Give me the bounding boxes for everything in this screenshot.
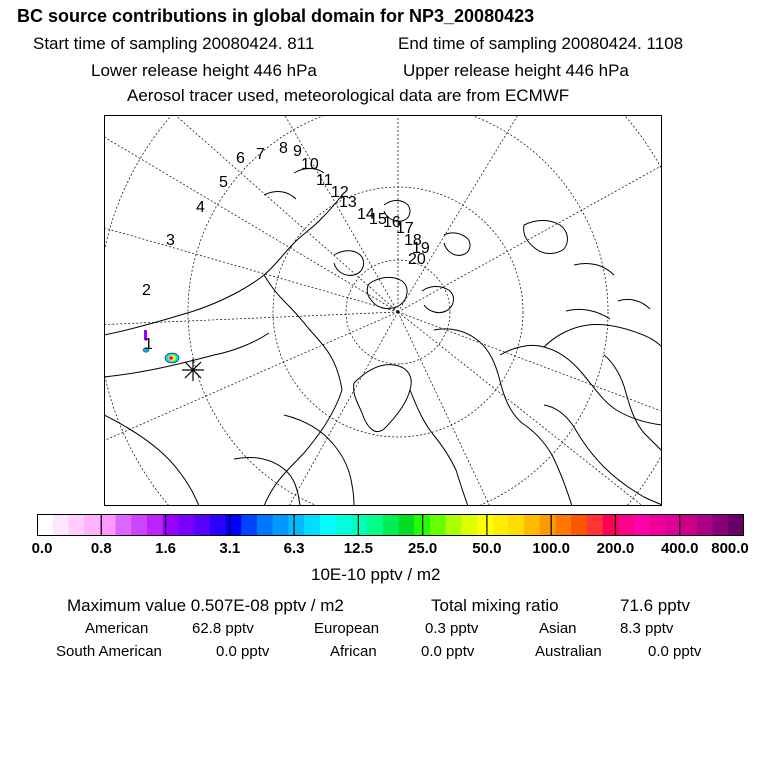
- region-value-european: 0.3 pptv: [425, 620, 479, 637]
- colorbar-cell: [178, 514, 194, 536]
- colorbar-cell: [257, 514, 273, 536]
- trajectory-label-4: 4: [196, 199, 205, 216]
- colorbar-cell: [571, 514, 587, 536]
- trajectory-label-6: 6: [236, 150, 245, 167]
- region-value-south-american: 0.0 pptv: [216, 643, 270, 660]
- colorbar-cell: [634, 514, 650, 536]
- color-scale-bar: [37, 514, 744, 536]
- trajectory-label-17: 17: [396, 220, 414, 237]
- trajectory-label-13: 13: [339, 194, 357, 211]
- colorbar-cell: [53, 514, 69, 536]
- colorbar-label: 400.0: [660, 540, 699, 557]
- colorbar-cell: [241, 514, 257, 536]
- colorbar-label: 12.5: [343, 540, 373, 557]
- colorbar-label: 3.1: [219, 540, 241, 557]
- colorbar-cell: [68, 514, 84, 536]
- release-site-marker: [182, 359, 204, 381]
- region-name-australian: Australian: [535, 643, 602, 660]
- total-mixing-ratio-label: Total mixing ratio: [431, 596, 559, 615]
- trajectory-label-3: 3: [166, 232, 175, 249]
- colorbar-label: 1.6: [155, 540, 176, 557]
- trajectory-label-1: 1: [144, 336, 153, 353]
- colorbar-cell: [210, 514, 226, 536]
- trajectory-label-2: 2: [142, 282, 151, 299]
- colorbar-cell: [336, 514, 352, 536]
- colorbar-cell: [226, 514, 242, 536]
- region-name-south-american: South American: [56, 643, 162, 660]
- region-name-african: African: [330, 643, 377, 660]
- colorbar-cell: [587, 514, 603, 536]
- colorbar-cell: [493, 514, 509, 536]
- colorbar-cell: [288, 514, 304, 536]
- colorbar-cell: [351, 514, 367, 536]
- colorbar-cell: [147, 514, 163, 536]
- trajectory-label-18: 18: [404, 232, 422, 249]
- colorbar-cell: [37, 514, 53, 536]
- polar-map: [104, 115, 662, 506]
- colorbar-cell: [304, 514, 320, 536]
- region-value-australian: 0.0 pptv: [648, 643, 702, 660]
- colorbar-cell: [650, 514, 666, 536]
- trajectory-label-15: 15: [369, 211, 387, 228]
- trajectory-label-5: 5: [219, 174, 228, 191]
- colorbar-cell: [540, 514, 556, 536]
- colorbar-cell: [603, 514, 619, 536]
- region-value-american: 62.8 pptv: [192, 620, 254, 637]
- colorbar-cell: [100, 514, 116, 536]
- colorbar-cell: [398, 514, 414, 536]
- total-mixing-ratio-value: 71.6 pptv: [620, 596, 690, 615]
- colorbar-cell: [194, 514, 210, 536]
- region-value-asian: 8.3 pptv: [620, 620, 674, 637]
- colorbar-cell: [430, 514, 446, 536]
- colorbar-cell: [697, 514, 713, 536]
- colorbar-cell: [320, 514, 336, 536]
- sampling-start-time: Start time of sampling 20080424. 811: [33, 34, 315, 53]
- trajectory-label-9: 9: [293, 143, 302, 160]
- colorbar-cell: [116, 514, 132, 536]
- tracer-info: Aerosol tracer used, meteorological data are from ECMWF: [127, 86, 570, 105]
- colorbar-cell: [84, 514, 100, 536]
- colorbar-cell: [713, 514, 729, 536]
- colorbar-cell: [681, 514, 697, 536]
- colorbar-cell: [445, 514, 461, 536]
- trajectory-label-8: 8: [279, 140, 288, 157]
- colorbar-cell: [508, 514, 524, 536]
- colorbar-label: 0.0: [31, 540, 53, 557]
- colorbar-cell: [367, 514, 383, 536]
- colorbar-label: 200.0: [596, 540, 635, 557]
- lower-release-height: Lower release height 446 hPa: [91, 61, 317, 80]
- colorbar-label: 25.0: [408, 540, 438, 557]
- trajectory-label-11: 11: [316, 172, 333, 189]
- colorbar-cell: [618, 514, 634, 536]
- colorbar-cell: [524, 514, 540, 536]
- trajectory-label-12: 12: [331, 184, 349, 201]
- colorbar-cell: [477, 514, 493, 536]
- region-name-european: European: [314, 620, 380, 637]
- colorbar-label: 6.3: [283, 540, 305, 557]
- region-name-asian: Asian: [539, 620, 577, 637]
- colorbar-label: 800.0: [711, 540, 749, 557]
- trajectory-label-16: 16: [383, 214, 401, 231]
- trajectory-label-20: 20: [408, 251, 426, 268]
- colorbar-label: 0.8: [90, 540, 112, 557]
- trajectory-label-14: 14: [357, 206, 375, 223]
- colorbar-cell: [383, 514, 399, 536]
- colorbar-cell: [131, 514, 147, 536]
- map-title: BC source contributions in global domain for NP3_20080423: [17, 6, 535, 26]
- colorbar-cell: [461, 514, 477, 536]
- trajectory-label-7: 7: [256, 146, 265, 163]
- colorbar-cell: [273, 514, 289, 536]
- colorbar-unit: 10E-10 pptv / m2: [311, 565, 441, 584]
- colorbar-cell: [555, 514, 571, 536]
- region-name-american: American: [85, 620, 149, 637]
- colorbar-label: 100.0: [532, 540, 570, 557]
- trajectory-label-19: 19: [412, 240, 430, 257]
- colorbar-cell: [728, 514, 744, 536]
- region-value-african: 0.0 pptv: [421, 643, 475, 660]
- maximum-value: Maximum value 0.507E-08 pptv / m2: [67, 596, 344, 615]
- upper-release-height: Upper release height 446 hPa: [403, 61, 629, 80]
- trajectory-label-10: 10: [301, 156, 319, 173]
- sampling-end-time: End time of sampling 20080424. 1108: [398, 34, 684, 53]
- colorbar-label: 50.0: [472, 540, 502, 557]
